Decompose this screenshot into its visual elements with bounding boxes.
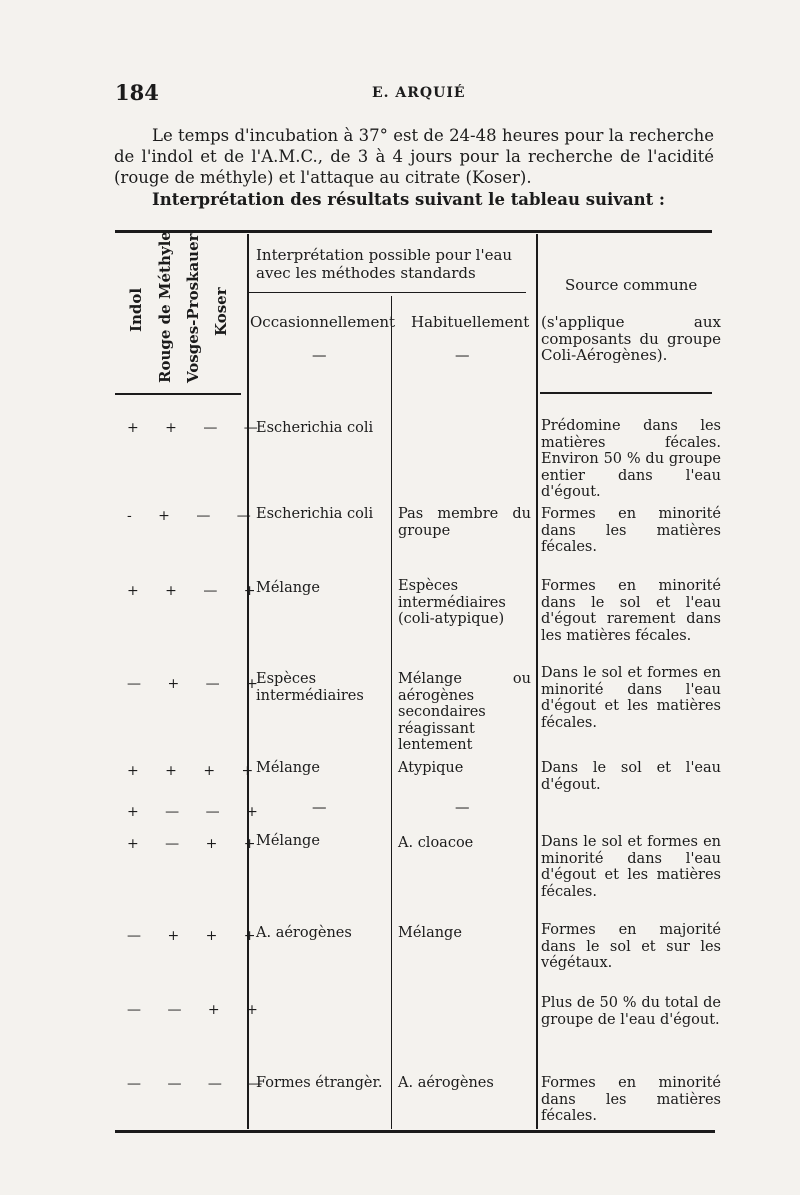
- header-vosges-proskauer: Vosges-Proskauer: [184, 233, 202, 383]
- row-9-source: Plus de 50 % du total de groupe de l'eau d'égout.: [541, 995, 721, 1028]
- row-5-signs: + + + +: [127, 763, 265, 779]
- row-4-source: Dans le sol et formes en minorité dans l'eau d'égout et les matières fécales.: [541, 665, 721, 731]
- row-7-occasional: Mélange: [256, 833, 320, 849]
- paragraph-incubation: [114, 125, 714, 188]
- row-6-occasional: —: [312, 800, 327, 816]
- row-1-signs: + + — —: [127, 420, 269, 436]
- header-indol: Indol: [127, 287, 145, 332]
- row-1-source: Prédomine dans les matières fécales. Environ 50 % du groupe entier dans l'eau d'égout.: [541, 418, 721, 500]
- row-8-occasional: A. aérogènes: [256, 925, 352, 941]
- header-rouge-methyle: Rouge de Méthyle: [156, 231, 174, 383]
- row-10-signs: — — — —: [127, 1076, 274, 1092]
- page-number: 184: [115, 80, 159, 105]
- paragraph-interpretation: [114, 189, 714, 210]
- header-koser: Koser: [212, 287, 230, 336]
- source-header: Source commune: [565, 276, 698, 294]
- table-top-rule: [115, 230, 712, 233]
- row-3-occasional: Mélange: [256, 580, 320, 596]
- row-1-occasional: Escherichia coli: [256, 420, 374, 436]
- row-2-occasional: Escherichia coli: [256, 506, 374, 522]
- row-4-occasional: Espèces intermédiaires: [256, 671, 364, 704]
- row-5-occasional: Mélange: [256, 760, 320, 776]
- row-5-habitual: Atypique: [398, 760, 464, 776]
- paragraph-interpretation-text: Interprétation des résultats suivant le tableau suivant :: [152, 190, 666, 209]
- interp-sub-rule: [248, 292, 526, 293]
- running-header-author: E. ARQUIÉ: [372, 85, 466, 101]
- habitual-header-dash: —: [455, 348, 470, 364]
- row-8-source: Formes en majorité dans le sol et sur les végétaux.: [541, 922, 721, 971]
- table-divider-occasional: [391, 296, 392, 1129]
- row-3-habitual: Espèces intermédiaires (coli-atypique): [398, 578, 506, 627]
- row-4-signs: — + — +: [127, 676, 269, 692]
- row-6-signs: + — — +: [127, 804, 269, 820]
- row-2-habitual: Pas membre du groupe: [398, 506, 531, 539]
- row-9-signs: — — + +: [127, 1002, 269, 1018]
- row-2-source: Formes en minorité dans les matières fécales.: [541, 506, 721, 555]
- source-subheader: (s'applique aux composants du groupe Coli-Aérogènes).: [541, 313, 721, 364]
- row-7-habitual: A. cloacoe: [398, 835, 474, 851]
- table-divider-source: [536, 234, 538, 1129]
- row-10-source: Formes en minorité dans les matières fécales.: [541, 1075, 721, 1124]
- occasional-header: Occasionnellement: [250, 313, 396, 331]
- occasional-header-dash: —: [312, 348, 327, 364]
- row-10-habitual: A. aérogènes: [398, 1075, 494, 1091]
- row-3-source: Formes en minorité dans le sol et l'eau d'égout rarement dans les matières fécales.: [541, 578, 721, 644]
- habitual-header: Habituellement: [411, 313, 530, 331]
- row-2-signs: - + — —: [127, 508, 262, 524]
- row-7-source: Dans le sol et formes en minorité dans l'eau d'égout et les matières fécales.: [541, 834, 721, 900]
- row-5-source: Dans le sol et l'eau d'égout.: [541, 760, 721, 793]
- row-3-signs: + + — +: [127, 583, 267, 599]
- row-8-signs: — + + +: [127, 928, 267, 944]
- interp-header: Interprétation possible pour l'eau avec les méthodes standards: [256, 246, 513, 282]
- row-6-habitual: —: [455, 800, 470, 816]
- paragraph-incubation-text: Le temps d'incubation à 37° est de 24-48 heures pour la recherche de l'indol et de l'A.M.C., de 3 à 4 jours pour la recherche de l'acidité (rouge de méthyle) et l'attaque au citrate (Koser).: [114, 126, 714, 187]
- table-header-bottom-rule-left: [115, 393, 241, 395]
- table-header-bottom-rule-right: [540, 392, 712, 394]
- row-8-habitual: Mélange: [398, 925, 462, 941]
- row-7-signs: + — + +: [127, 836, 267, 852]
- row-10-occasional: Formes étrangèr.: [256, 1075, 383, 1091]
- row-4-habitual: Mélange ou aérogènes secondaires réagissant lentement: [398, 671, 531, 753]
- table-bottom-rule: [115, 1130, 715, 1133]
